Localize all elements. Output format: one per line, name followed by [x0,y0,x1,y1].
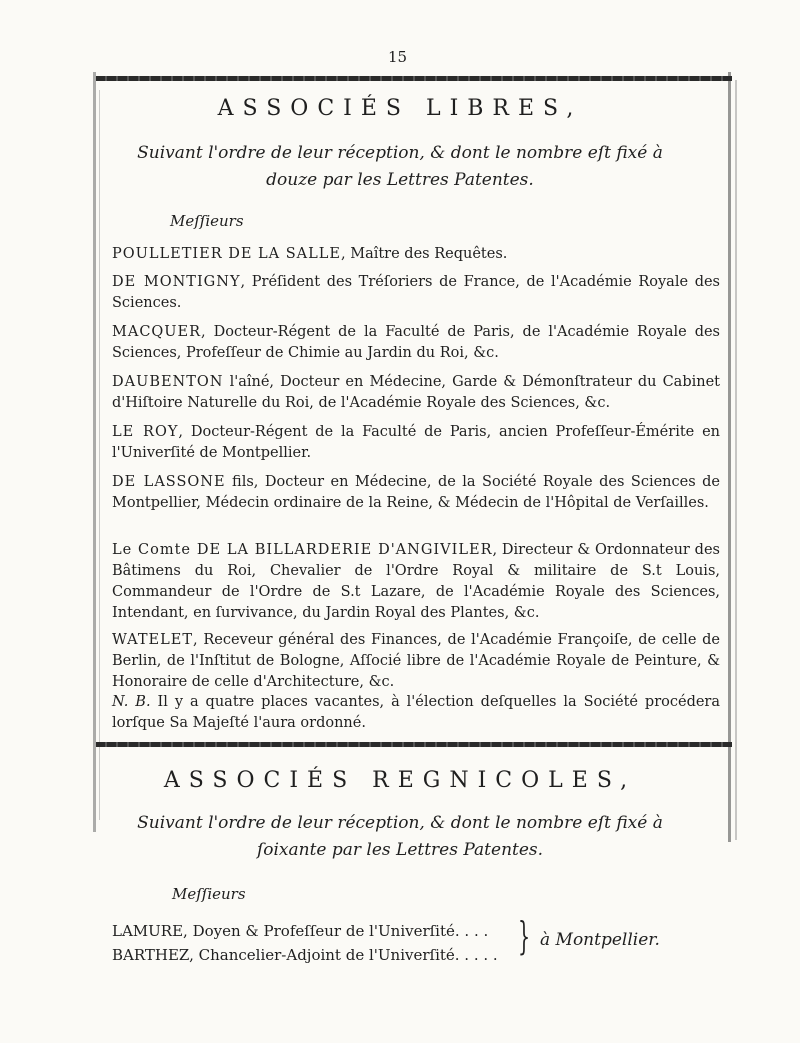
entry-text: , Receveur général des Finances, de l'Académie Françoiſe, de celle de Berlin, de l'Inſtitut de Bologne, Aſſocié libre de l'Académie Royale de Peinture, & Honoraire de celle d'Architecture, &c. [112,632,720,690]
nota-bene-text: Il y a quatre places vacantes, à l'élection deſquelles la Société procédera lorſque Sa Majeſté l'aura ordonné. [112,694,721,731]
entry-angiviler [112,540,720,624]
entry-name: DAUBENTON [112,374,224,390]
entry-name: BARTHEZ [112,946,190,964]
entry-le-roy [112,422,720,464]
entry-name: DE MONTIGNY [112,274,241,290]
entry-macquer [112,322,720,364]
section-heading-associes-regnicoles: ASSOCIÉS REGNICOLES, [163,768,637,793]
entry-montigny [112,272,720,314]
entry-name: LAMURE [112,922,184,940]
entry-name: POULLETIER DE LA SALLE [112,246,341,262]
left-border-line [93,72,96,832]
entry-text: fils, Docteur en Médecine, de la Société Royale des Sciences de Montpellier, Médecin ordinaire de la Reine, & Médecin de l'Hôpital de Verſailles. [112,474,720,511]
entry-text: , Doyen & Profeſſeur de l'Univerſité. . . . [183,922,489,940]
entry-barthez [112,944,498,966]
middle-ornamental-rule [96,742,732,747]
entry-text: l'aîné, Docteur en Médecine, Garde & Démonſtrateur du Cabinet d'Hiſtoire Naturelle du Roi, de l'Académie Royale des Sciences, &c. [112,374,720,411]
right-border-line [728,72,731,842]
entry-poulletier [112,244,720,265]
entry-text: , Directeur & Ordonnateur des Bâtimens du Roi, Chevalier de l'Ordre Royal & militaire de S.t Louis, Commandeur de l'Ordre de S.t Lazare, de l'Académie Royale des Sciences, Intendant, en ſurvivance, du Jardin Royal des Plantes, &c. [112,542,720,621]
entry-text: , Maître des Requêtes. [341,246,508,262]
entry-de-lassone [112,472,720,514]
section-subtitle-libres: Suivant l'ordre de leur réception, & dont le nombre eſt fixé à douze par les Lettres Patentes. [137,143,663,190]
entry-name: DE LASSONE [112,474,226,490]
entry-daubenton [112,372,720,414]
messieurs-label-regnicoles: Meſſieurs [172,885,246,903]
entry-name: MACQUER [112,324,202,340]
nota-bene-label: N. B. [112,694,151,710]
entry-name: WATELET [112,632,194,648]
messieurs-label-libres: Meſſieurs [170,212,244,230]
entry-text: , Chancelier-Adjoint de l'Univerſité. . . . . [189,946,498,964]
entry-watelet [112,630,720,693]
brace-glyph: } [518,914,531,958]
entry-text: , Préſident des Tréſoriers de France, de l'Académie Royale des Sciences. [112,274,720,311]
city-label: à Montpellier. [540,930,660,950]
entry-lamure [112,920,488,942]
section-heading-associes-libres: ASSOCIÉS LIBRES, [217,96,583,121]
entry-name: Le Comte DE LA BILLARDERIE D'ANGIVILER [112,542,493,558]
top-ornamental-rule [96,76,732,81]
entry-name: LE ROY [112,424,179,440]
left-border-line-inner [99,90,100,820]
page-number: 15 [388,48,408,66]
nota-bene [112,692,720,734]
entry-text: , Docteur-Régent de la Faculté de Paris, ancien Profeſſeur-Émérite en l'Univerſité de Montpellier. [112,424,720,461]
right-border-line-inner [735,80,737,840]
section-subtitle-regnicoles: Suivant l'ordre de leur réception, & dont le nombre eſt fixé à ſoixante par les Lettres Patentes. [137,813,663,860]
entry-text: , Docteur-Régent de la Faculté de Paris, de l'Académie Royale des Sciences, Profeſſeur de Chimie au Jardin du Roi, &c. [112,324,720,361]
